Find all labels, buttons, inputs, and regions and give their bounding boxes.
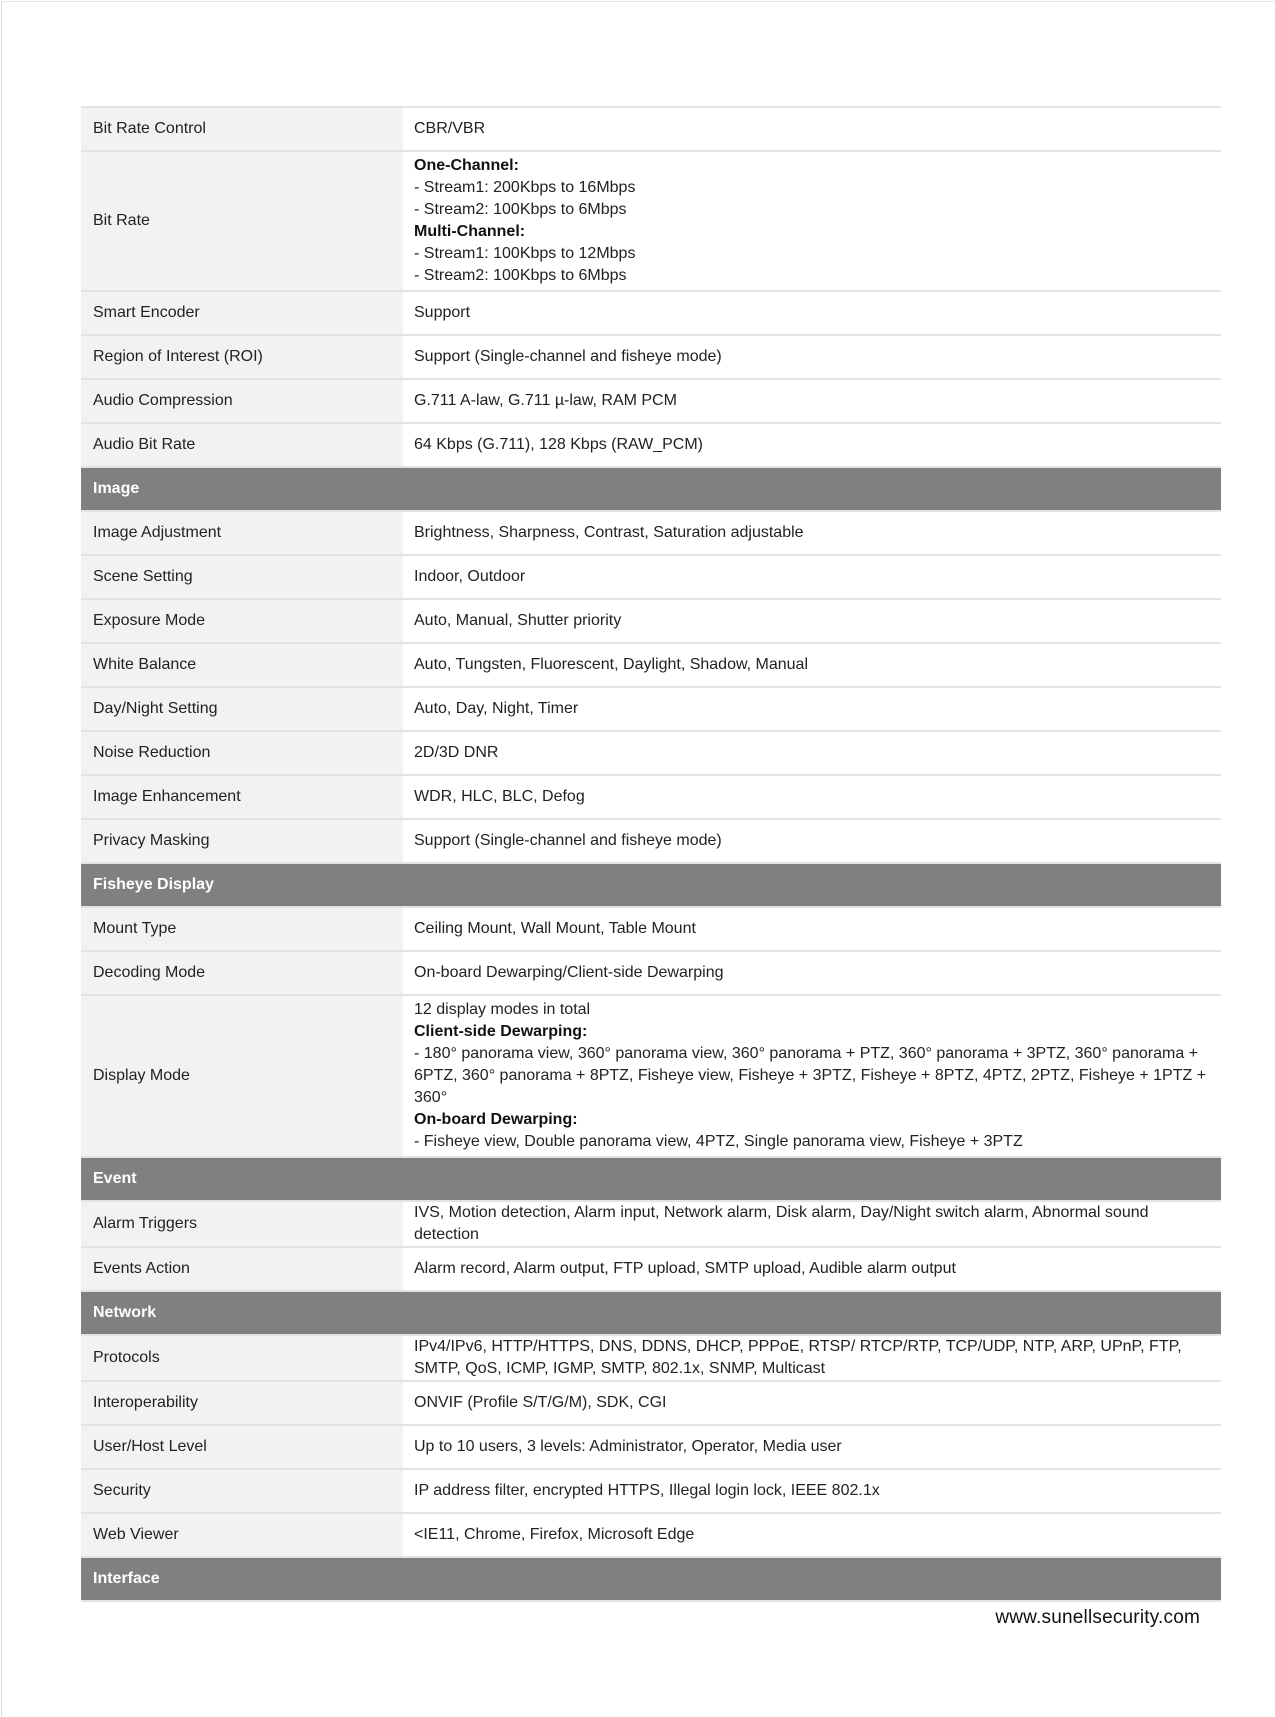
spec-label: Audio Bit Rate — [81, 423, 403, 467]
spec-value: Indoor, Outdoor — [403, 555, 1221, 599]
section-header-image — [81, 467, 1221, 511]
section-title: Event — [81, 1157, 1221, 1201]
multi-channel-stream2: - Stream2: 100Kbps to 6Mbps — [414, 267, 627, 284]
spec-row-smart-encoder — [81, 291, 1221, 335]
spec-value: Auto, Tungsten, Fluorescent, Daylight, Shadow, Manual — [403, 643, 1221, 687]
section-header-event — [81, 1157, 1221, 1201]
spec-value: IPv4/IPv6, HTTP/HTTPS, DNS, DDNS, DHCP, PPPoE, RTSP/ RTCP/RTP, TCP/UDP, NTP, ARP, UPnP, FTP, SMTP, QoS, ICMP, IGMP, SMTP, 802.1x, SNMP, Multicast — [403, 1335, 1221, 1381]
spec-label: Alarm Triggers — [81, 1201, 403, 1247]
spec-row-bit-rate-control — [81, 107, 1221, 151]
spec-value: Ceiling Mount, Wall Mount, Table Mount — [403, 907, 1221, 951]
spec-label: Privacy Masking — [81, 819, 403, 863]
spec-label: Web Viewer — [81, 1513, 403, 1557]
spec-value: CBR/VBR — [403, 107, 1221, 151]
section-title: Network — [81, 1291, 1221, 1335]
spec-value: 2D/3D DNR — [403, 731, 1221, 775]
spec-row-web-viewer — [81, 1513, 1221, 1557]
spec-value: Alarm record, Alarm output, FTP upload, SMTP upload, Audible alarm output — [403, 1247, 1221, 1291]
section-header-interface — [81, 1557, 1221, 1601]
spec-value: G.711 A-law, G.711 µ-law, RAM PCM — [403, 379, 1221, 423]
spec-label: White Balance — [81, 643, 403, 687]
spec-row-events-action — [81, 1247, 1221, 1291]
spec-value — [403, 995, 1221, 1157]
spec-row-user-host-level — [81, 1425, 1221, 1469]
spec-row-protocols — [81, 1335, 1221, 1381]
section-title: Fisheye Display — [81, 863, 1221, 907]
spec-value: On-board Dewarping/Client-side Dewarping — [403, 951, 1221, 995]
client-side-modes: - 180° panorama view, 360° panorama view, 360° panorama + PTZ, 360° panorama + 3PTZ, 360° panorama + 6PTZ, 360° panorama + 8PTZ, Fisheye view, Fisheye + 3PTZ, Fisheye + 8PTZ, 4PTZ, 2PTZ, Fisheye + 1PTZ + 360° — [414, 1045, 1207, 1106]
section-header-network — [81, 1291, 1221, 1335]
spec-value: IP address filter, encrypted HTTPS, Illegal login lock, IEEE 802.1x — [403, 1469, 1221, 1513]
spec-row-bit-rate — [81, 151, 1221, 291]
spec-value: Auto, Day, Night, Timer — [403, 687, 1221, 731]
spec-row-privacy-masking — [81, 819, 1221, 863]
spec-value: Up to 10 users, 3 levels: Administrator, Operator, Media user — [403, 1425, 1221, 1469]
multi-channel-stream1: - Stream1: 100Kbps to 12Mbps — [414, 245, 636, 262]
spec-row-noise-reduction — [81, 731, 1221, 775]
spec-row-image-enhancement — [81, 775, 1221, 819]
spec-value: Support — [403, 291, 1221, 335]
spec-row-day-night — [81, 687, 1221, 731]
spec-value: Brightness, Sharpness, Contrast, Saturation adjustable — [403, 511, 1221, 555]
spec-row-exposure-mode — [81, 599, 1221, 643]
spec-value: <IE11, Chrome, Firefox, Microsoft Edge — [403, 1513, 1221, 1557]
spec-value: Support (Single-channel and fisheye mode) — [403, 335, 1221, 379]
spec-label: Bit Rate — [81, 151, 403, 291]
spec-value: Support (Single-channel and fisheye mode) — [403, 819, 1221, 863]
onboard-modes: - Fisheye view, Double panorama view, 4PTZ, Single panorama view, Fisheye + 3PTZ — [414, 1133, 1023, 1150]
spec-row-mount-type — [81, 907, 1221, 951]
spec-label: Exposure Mode — [81, 599, 403, 643]
spec-label: Decoding Mode — [81, 951, 403, 995]
spec-row-white-balance — [81, 643, 1221, 687]
spec-label: Scene Setting — [81, 555, 403, 599]
spec-table — [81, 106, 1221, 1602]
spec-row-image-adjustment — [81, 511, 1221, 555]
spec-value: ONVIF (Profile S/T/G/M), SDK, CGI — [403, 1381, 1221, 1425]
one-channel-stream2: - Stream2: 100Kbps to 6Mbps — [414, 201, 627, 218]
spec-label: Mount Type — [81, 907, 403, 951]
client-side-heading: Client-side Dewarping: — [414, 1023, 588, 1040]
spec-value: 64 Kbps (G.711), 128 Kbps (RAW_PCM) — [403, 423, 1221, 467]
spec-value: Auto, Manual, Shutter priority — [403, 599, 1221, 643]
spec-label: Image Enhancement — [81, 775, 403, 819]
spec-row-alarm-triggers — [81, 1201, 1221, 1247]
spec-label: User/Host Level — [81, 1425, 403, 1469]
spec-row-scene-setting — [81, 555, 1221, 599]
spec-label: Events Action — [81, 1247, 403, 1291]
spec-label: Interoperability — [81, 1381, 403, 1425]
one-channel-heading: One-Channel: — [414, 157, 519, 174]
section-title: Image — [81, 467, 1221, 511]
onboard-heading: On-board Dewarping: — [414, 1111, 578, 1128]
spec-label: Region of Interest (ROI) — [81, 335, 403, 379]
spec-label: Security — [81, 1469, 403, 1513]
footer-website: www.sunellsecurity.com — [995, 1607, 1200, 1628]
spec-row-display-mode — [81, 995, 1221, 1157]
spec-label: Display Mode — [81, 995, 403, 1157]
section-header-fisheye-display — [81, 863, 1221, 907]
one-channel-stream1: - Stream1: 200Kbps to 16Mbps — [414, 179, 636, 196]
spec-value: WDR, HLC, BLC, Defog — [403, 775, 1221, 819]
multi-channel-heading: Multi-Channel: — [414, 223, 526, 240]
spec-label: Audio Compression — [81, 379, 403, 423]
spec-row-decoding-mode — [81, 951, 1221, 995]
spec-label: Bit Rate Control — [81, 107, 403, 151]
spec-row-audio-compression — [81, 379, 1221, 423]
spec-label: Image Adjustment — [81, 511, 403, 555]
spec-value — [403, 151, 1221, 291]
display-mode-intro: 12 display modes in total — [414, 1001, 591, 1018]
spec-row-audio-bit-rate — [81, 423, 1221, 467]
spec-label: Smart Encoder — [81, 291, 403, 335]
spec-value: IVS, Motion detection, Alarm input, Network alarm, Disk alarm, Day/Night switch alarm, Abnormal sound detection — [403, 1201, 1221, 1247]
spec-row-roi — [81, 335, 1221, 379]
spec-label: Protocols — [81, 1335, 403, 1381]
spec-label: Noise Reduction — [81, 731, 403, 775]
spec-label: Day/Night Setting — [81, 687, 403, 731]
spec-row-interoperability — [81, 1381, 1221, 1425]
spec-row-security — [81, 1469, 1221, 1513]
section-title: Interface — [81, 1557, 1221, 1601]
